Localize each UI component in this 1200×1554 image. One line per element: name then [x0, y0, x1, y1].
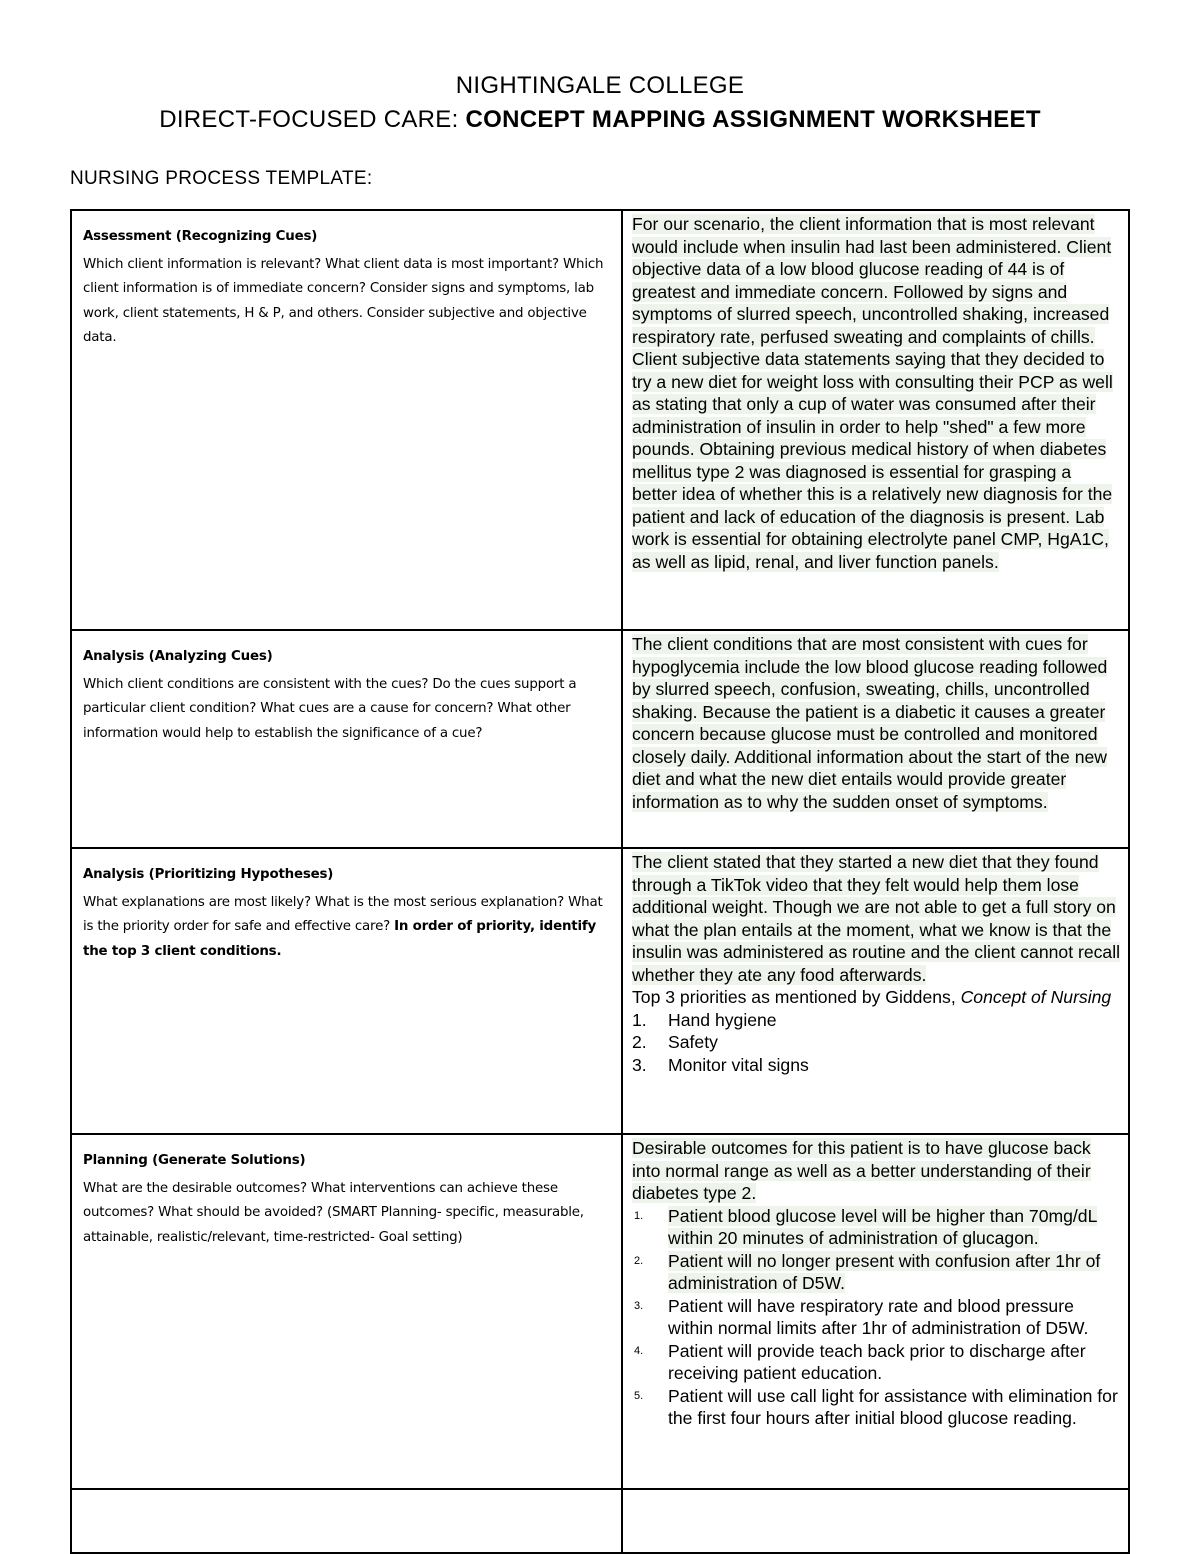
- prioritizing-response-cell[interactable]: [622, 848, 1129, 1134]
- section-prompt: What are the desirable outcomes? What interventions can achieve these outcomes? What should be avoided? (SMART Planning- specific, measurable, attainable, realistic/relevant, time-restricted- Goal setting): [83, 1180, 584, 1245]
- list-item: [632, 1054, 1120, 1077]
- outcomes-list: [632, 1205, 1120, 1430]
- list-text: Patient blood glucose level will be higher than 70mg/dL within 20 minutes of administration of glucagon.: [668, 1205, 1098, 1248]
- list-text: Monitor vital signs: [668, 1054, 809, 1075]
- table-row: [71, 1489, 1129, 1553]
- list-item: [632, 1250, 1120, 1295]
- section-title: Analysis (Prioritizing Hypotheses): [83, 867, 334, 882]
- list-text: Patient will provide teach back prior to discharge after receiving patient education.: [668, 1340, 1086, 1383]
- section-title: Analysis (Analyzing Cues): [83, 649, 273, 664]
- list-item: [632, 1205, 1120, 1250]
- section-prompt: [83, 891, 611, 965]
- section-response: For our scenario, the client information that is most relevant would include when insulin had last been administered. Client objective data of a low blood glucose reading of 44 is of greatest and immediate concern. Followed by signs and symptoms of slurred speech, uncontrolled shaking, increased respiratory rate, perfused sweating and complaints of chills. Client subjective data statements saying that they decided to try a new diet for weight loss with consulting their PCP as well as stating that only a cup of water was consumed after their administration of insulin in order to help "shed" a few more pounds. Obtaining previous medical history of when diabetes mellitus type 2 was diagnosed is essential for grasping a better idea of whether this is a relatively new diagnosis for the patient and lack of education of the diagnosis is present. Lab work is essential for obtaining electrolyte panel CMP, HgA1C, as well as lipid, renal, and liver function panels.: [632, 214, 1113, 572]
- table-row: [71, 630, 1129, 848]
- list-number: 5.: [634, 1389, 644, 1402]
- list-text: Hand hygiene: [668, 1009, 777, 1030]
- list-number: 1.: [634, 1209, 644, 1222]
- section-response: The client stated that they started a new diet that they found through a TikTok video that they felt would help them lose additional weight. Though we are not able to get a full story on what the plan entails at the moment, what we know is that the insulin was administered as routine and the client cannot recall whether they ate any food afterwards.: [632, 852, 1121, 985]
- planning-prompt-cell: [71, 1134, 622, 1489]
- analysis-cues-prompt-cell: [71, 630, 622, 848]
- list-number: 2.: [632, 1032, 647, 1052]
- section-prompt: Which client information is relevant? What client data is most important? Which client information is of immediate concern? Consider signs and symptoms, lab work, client statements, H & P, and others. Consider subjective and objective data.: [83, 256, 604, 345]
- list-number: 1.: [632, 1009, 647, 1030]
- list-item: [632, 1385, 1120, 1430]
- list-text: Patient will no longer present with confusion after 1hr of administration of D5W.: [668, 1250, 1101, 1293]
- list-number: 3.: [634, 1299, 644, 1312]
- course-title-bold: CONCEPT MAPPING ASSIGNMENT WORKSHEET: [465, 106, 1041, 133]
- table-row: [71, 848, 1129, 1134]
- college-name: NIGHTINGALE COLLEGE: [455, 72, 745, 99]
- section-title: Planning (Generate Solutions): [83, 1153, 306, 1168]
- planning-response-cell[interactable]: [622, 1134, 1129, 1489]
- priorities-intro-text: Top 3 priorities as mentioned by Giddens,: [632, 987, 961, 1007]
- list-text: Patient will have respiratory rate and blood pressure within normal limits after 1hr of administration of D5W.: [668, 1295, 1089, 1338]
- section-prompt: Which client conditions are consistent with the cues? Do the cues support a particular client condition? What cues are a cause for concern? What other information would help to establish the significance of a cue?: [83, 676, 577, 741]
- course-prefix: DIRECT-FOCUSED CARE:: [159, 106, 466, 133]
- prompt-bold-text: In order of priority, identify the top 3 client conditions.: [83, 919, 597, 959]
- priorities-source: Concept of Nursing: [960, 987, 1112, 1007]
- section-title: Assessment (Recognizing Cues): [83, 229, 318, 244]
- empty-prompt-cell: [71, 1489, 622, 1553]
- priorities-list: [632, 1009, 1120, 1077]
- list-text: Patient will use call light for assistance with elimination for the first four hours after initial blood glucose reading.: [668, 1385, 1118, 1428]
- analysis-cues-response-cell[interactable]: [622, 630, 1129, 848]
- prompt-text: What explanations are most likely? What is the most serious explanation? What is the priority order for safe and effective care?: [83, 894, 603, 934]
- empty-response-cell[interactable]: [622, 1489, 1129, 1553]
- section-response: The client conditions that are most consistent with cues for hypoglycemia include the low blood glucose reading followed by slurred speech, confusion, sweating, chills, uncontrolled shaking. Because the patient is a diabetic it causes a greater concern because glucose must be controlled and monitored closely daily. Additional information about the start of the new diet and what the new diet entails would provide greater information as to why the sudden onset of symptoms.: [632, 634, 1108, 812]
- list-number: 3.: [632, 1054, 647, 1075]
- template-label: NURSING PROCESS TEMPLATE:: [70, 168, 373, 189]
- nursing-process-table: [70, 209, 1130, 1554]
- prioritizing-prompt-cell: [71, 848, 622, 1134]
- list-item: [632, 1295, 1120, 1340]
- section-response: Desirable outcomes for this patient is to have glucose back into normal range as well as a better understanding of their diabetes type 2.: [632, 1138, 1091, 1203]
- list-item: [632, 1340, 1120, 1385]
- priorities-intro: [632, 986, 1120, 1009]
- list-item: [632, 1009, 1120, 1032]
- assessment-prompt-cell: [71, 210, 622, 630]
- worksheet-title: [0, 106, 1200, 134]
- list-number: 2.: [634, 1254, 644, 1267]
- table-row: [71, 210, 1129, 630]
- table-row: [71, 1134, 1129, 1489]
- list-item: [632, 1031, 1120, 1054]
- assessment-response-cell[interactable]: [622, 210, 1129, 630]
- list-number: 4.: [634, 1344, 644, 1357]
- list-text: Safety: [668, 1032, 718, 1052]
